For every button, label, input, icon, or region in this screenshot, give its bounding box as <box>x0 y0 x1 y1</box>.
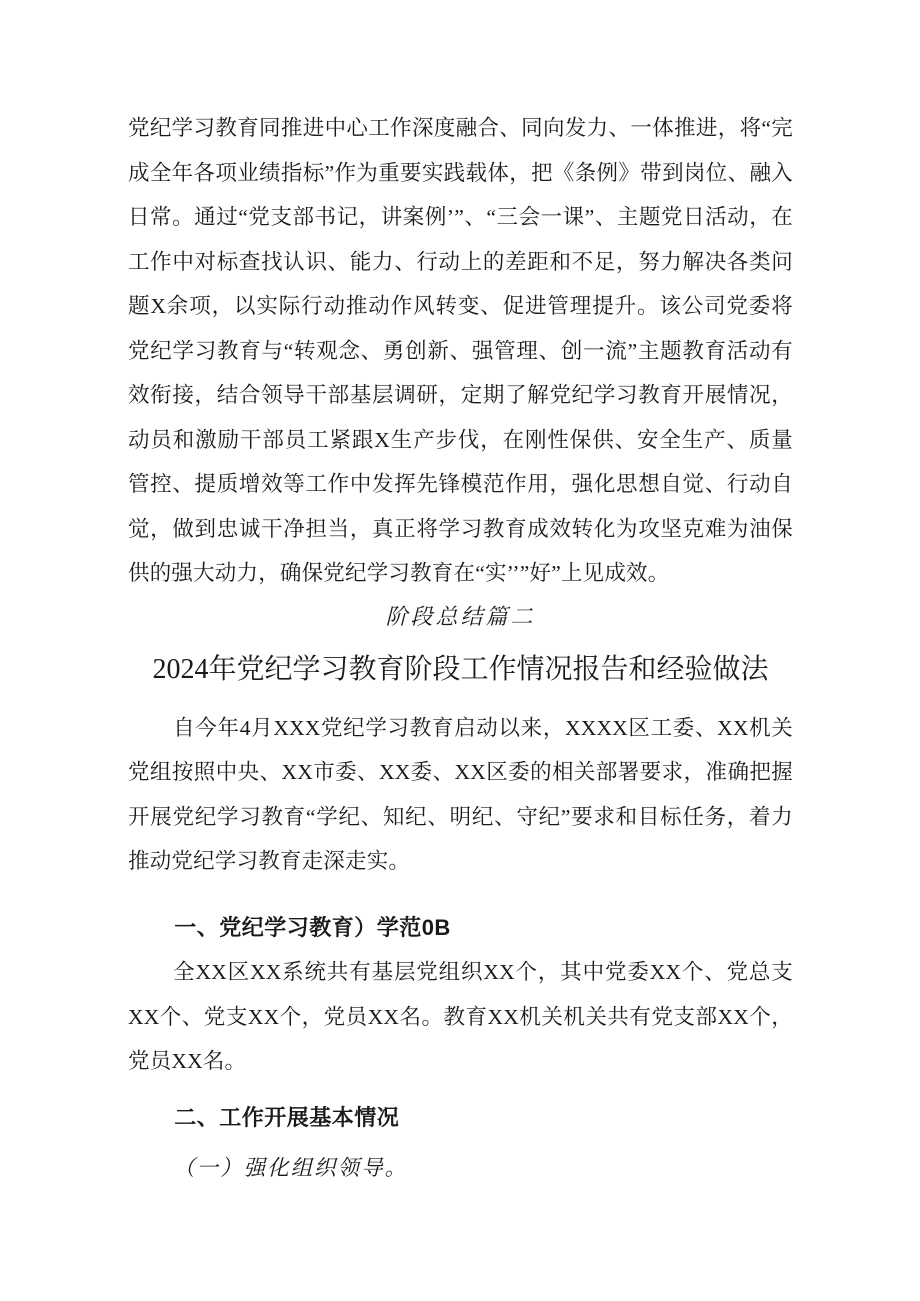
stage-summary-label: 阶段总结篇二 <box>385 604 536 630</box>
statistics-paragraph: 全XX区XX系统共有基层党组织XX个，其中党委XX个、党总支XX个、党支XX个，党员XX名。教育XX机关机关共有党支部XX个，党员XX名。 <box>128 960 793 1073</box>
body-paragraph-1: 党纪学习教育同推进中心工作深度融合、同向发力、一体推进，将“完成全年各项业绩指标”作为重要实践载体，把《条例》带到岗位、融入日常。通过“党支部书记，讲案例’”、“三会一课”、主题党日活动，在工作中对标查找认识、能力、行动上的差距和不足，努力解决各类问题X余项，以实际行动推动作风转变、促进管理提升。该公司党委将党纪学习教育与“转观念、勇创新、强管理、创一流”主题教育活动有效衔接，结合领导干部基层调研，定期了解党纪学习教育开展情况，动员和激励干部员工紧跟X生产步伐，在刚性保供、安全生产、质量管控、提质增效等工作中发挥先锋模范作用，强化思想自觉、行动自觉，做到忠诚干净担当，真正将学习教育成效转化为攻坚克难为油保供的强大动力，确保党纪学习教育在“实’’”好”上见成效。 <box>128 116 793 585</box>
section-heading-two: 二、工作开展基本情况 <box>174 1104 400 1130</box>
intro-paragraph: 自今年4月XXX党纪学习教育启动以来，XXXX区工委、XX机关党组按照中央、XX市委、XX委、XX区委的相关部署要求，准确把握开展党纪学习教育“学纪、知纪、明纪、守纪”要求和目标任务，着力推动党纪学习教育走深走实。 <box>128 715 793 873</box>
report-title: 2024年党纪学习教育阶段工作情况报告和经验做法 <box>152 654 769 685</box>
subsection-heading: （一）强化组织领导。 <box>173 1156 409 1181</box>
section-heading-one: 一、党纪学习教育）学范0B <box>174 914 451 940</box>
